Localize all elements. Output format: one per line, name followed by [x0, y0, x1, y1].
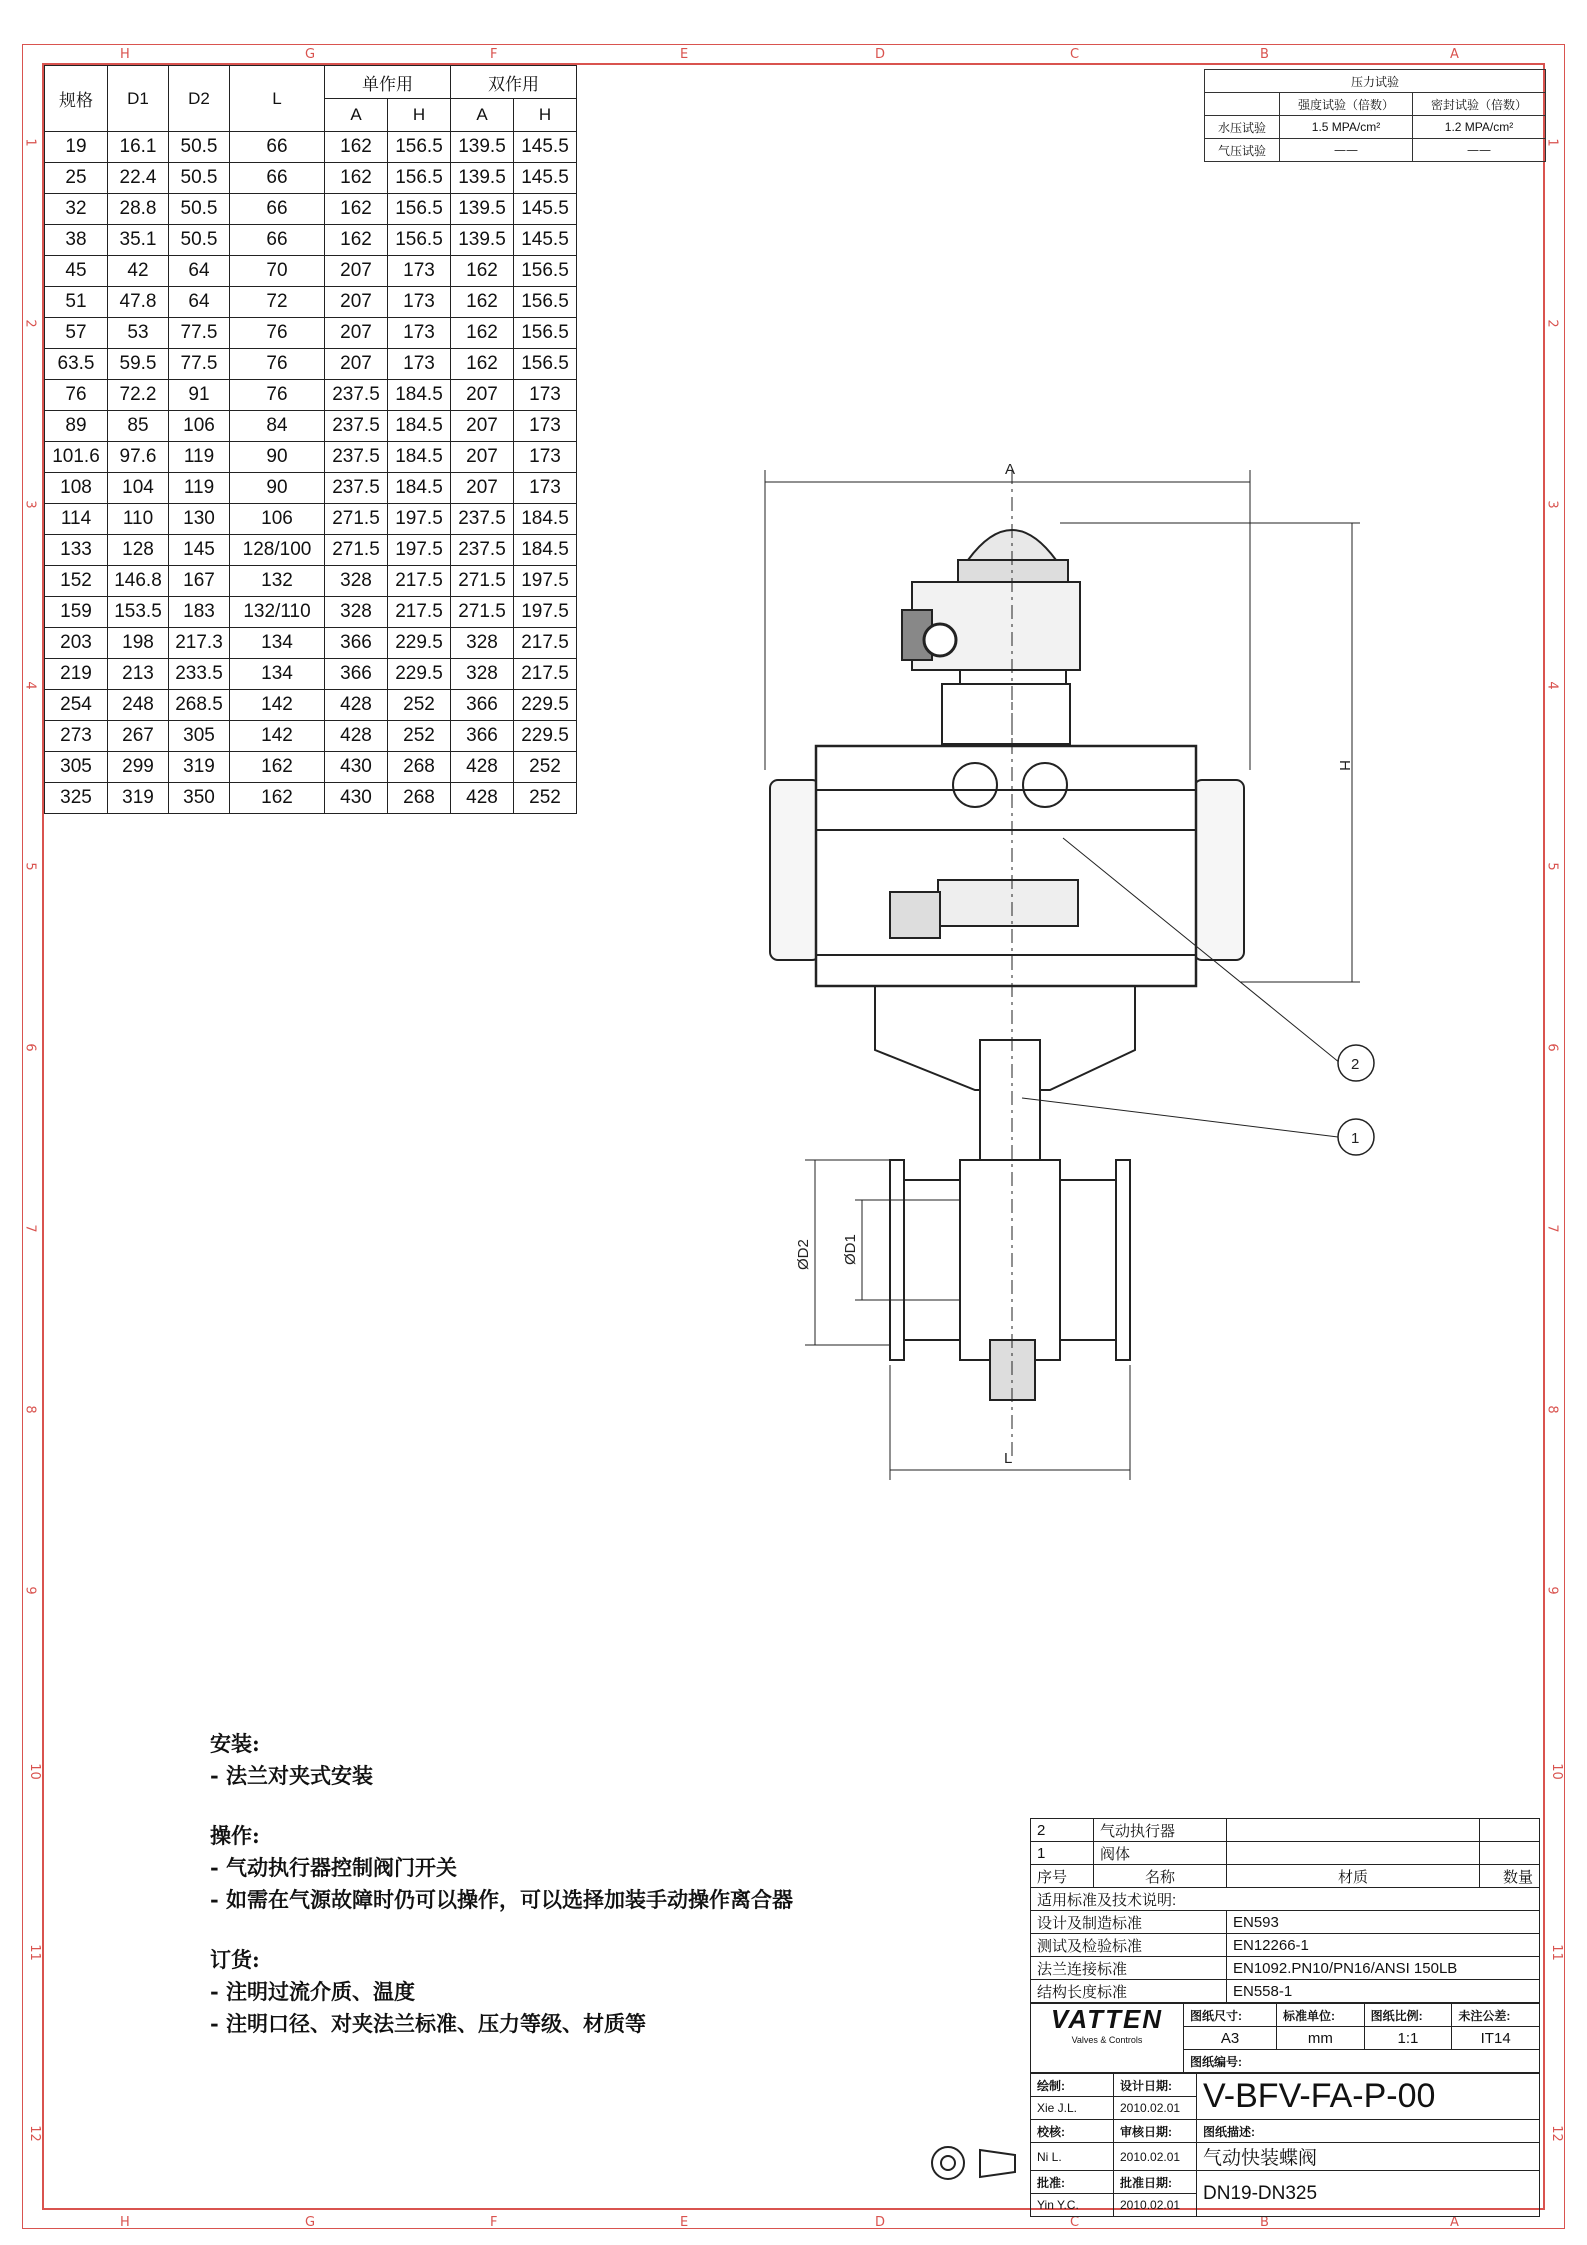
- unit-label: 标准单位:: [1277, 2004, 1365, 2027]
- pressure-title: 压力试验: [1205, 70, 1546, 93]
- table-cell: 19: [45, 132, 108, 163]
- hydro-seal-value: 1.2 MPA/cm²: [1413, 116, 1546, 139]
- zone-number: 1: [22, 138, 38, 147]
- part-name: 阀体: [1094, 1842, 1227, 1865]
- table-cell: 162: [325, 225, 388, 256]
- table-cell: 173: [514, 442, 577, 473]
- approve-label: 批准:: [1031, 2171, 1114, 2194]
- table-cell: 252: [388, 721, 451, 752]
- dim-label-h: H: [1336, 760, 1353, 771]
- table-cell: 50.5: [169, 225, 230, 256]
- table-cell: 237.5: [325, 442, 388, 473]
- table-cell: 66: [230, 225, 325, 256]
- col-double-a: A: [451, 99, 514, 132]
- table-cell: 252: [514, 752, 577, 783]
- table-cell: 237.5: [325, 411, 388, 442]
- drawing-description: 气动快装蝶阀: [1197, 2143, 1540, 2171]
- table-cell: 134: [230, 659, 325, 690]
- table-cell: 254: [45, 690, 108, 721]
- std-label: 设计及制造标准: [1031, 1911, 1227, 1934]
- table-cell: 252: [388, 690, 451, 721]
- table-cell: 50.5: [169, 163, 230, 194]
- standards-title: 适用标准及技术说明:: [1031, 1888, 1540, 1911]
- table-cell: 142: [230, 721, 325, 752]
- zone-number: 12: [26, 2125, 42, 2142]
- table-cell: 162: [325, 132, 388, 163]
- table-cell: 217.5: [388, 566, 451, 597]
- table-cell: 203: [45, 628, 108, 659]
- zone-letter: F: [490, 2215, 498, 2230]
- check-name: Ni L.: [1031, 2143, 1114, 2171]
- table-cell: 328: [451, 659, 514, 690]
- table-cell: 428: [451, 752, 514, 783]
- table-cell: 134: [230, 628, 325, 659]
- col-d2: D2: [169, 66, 230, 132]
- zone-letter: E: [680, 47, 689, 62]
- table-cell: 162: [451, 287, 514, 318]
- col-spec: 规格: [45, 66, 108, 132]
- design-date: 2010.02.01: [1114, 2097, 1197, 2120]
- col-d1: D1: [108, 66, 169, 132]
- table-cell: 184.5: [514, 535, 577, 566]
- table-cell: 237.5: [451, 504, 514, 535]
- table-cell: 132/110: [230, 597, 325, 628]
- table-cell: 366: [325, 659, 388, 690]
- table-cell: 268: [388, 752, 451, 783]
- table-cell: 328: [325, 597, 388, 628]
- order-note-1: - 注明过流介质、温度: [210, 1979, 416, 2004]
- table-cell: 366: [451, 721, 514, 752]
- table-cell: 366: [325, 628, 388, 659]
- order-title: 订货:: [210, 1947, 260, 1972]
- table-cell: 70: [230, 256, 325, 287]
- size-value: A3: [1184, 2027, 1277, 2050]
- zone-number: 4: [1544, 681, 1560, 690]
- table-cell: 319: [169, 752, 230, 783]
- table-cell: 16.1: [108, 132, 169, 163]
- table-cell: 128: [108, 535, 169, 566]
- table-cell: 66: [230, 163, 325, 194]
- zone-number: 7: [22, 1224, 38, 1233]
- std-label: 法兰连接标准: [1031, 1957, 1227, 1980]
- table-cell: 50.5: [169, 194, 230, 225]
- table-cell: 153.5: [108, 597, 169, 628]
- table-cell: 159: [45, 597, 108, 628]
- table-cell: 173: [388, 318, 451, 349]
- table-cell: 207: [325, 256, 388, 287]
- zone-letter: H: [120, 2215, 130, 2230]
- zone-letter: C: [1070, 2215, 1080, 2230]
- zone-letter: B: [1260, 47, 1269, 62]
- check-label: 校核:: [1031, 2120, 1114, 2143]
- table-cell: 428: [325, 690, 388, 721]
- table-cell: 325: [45, 783, 108, 814]
- table-cell: 106: [169, 411, 230, 442]
- table-cell: 38: [45, 225, 108, 256]
- table-cell: 237.5: [325, 473, 388, 504]
- table-cell: 156.5: [514, 349, 577, 380]
- zone-number: 5: [1544, 862, 1560, 871]
- std-value: EN593: [1227, 1911, 1540, 1934]
- install-note: - 法兰对夹式安装: [210, 1763, 374, 1788]
- table-cell: 268.5: [169, 690, 230, 721]
- table-cell: 428: [451, 783, 514, 814]
- zone-number: 10: [26, 1763, 42, 1780]
- table-cell: 104: [108, 473, 169, 504]
- table-cell: 197.5: [514, 597, 577, 628]
- table-cell: 76: [230, 318, 325, 349]
- table-cell: 219: [45, 659, 108, 690]
- table-cell: 156.5: [514, 318, 577, 349]
- table-cell: 366: [451, 690, 514, 721]
- std-value: EN558-1: [1227, 1980, 1540, 2003]
- zone-number: 5: [22, 862, 38, 871]
- unit-value: mm: [1277, 2027, 1365, 2050]
- col-single-acting: 单作用: [325, 66, 451, 99]
- zone-letter: C: [1070, 47, 1080, 62]
- vatten-logo: VATTEN: [1050, 2004, 1164, 2034]
- air-seal-value: ——: [1413, 139, 1546, 162]
- table-cell: 145.5: [514, 132, 577, 163]
- dim-label-d2: ØD2: [795, 1239, 812, 1270]
- table-cell: 233.5: [169, 659, 230, 690]
- table-cell: 156.5: [388, 163, 451, 194]
- install-title: 安装:: [210, 1731, 260, 1756]
- col-single-a: A: [325, 99, 388, 132]
- col-single-h: H: [388, 99, 451, 132]
- table-cell: 119: [169, 442, 230, 473]
- zone-number: 2: [1544, 319, 1560, 328]
- table-cell: 42: [108, 256, 169, 287]
- table-cell: 167: [169, 566, 230, 597]
- table-cell: 229.5: [514, 721, 577, 752]
- table-cell: 229.5: [514, 690, 577, 721]
- table-cell: 268: [388, 783, 451, 814]
- table-cell: 217.5: [388, 597, 451, 628]
- table-cell: 90: [230, 473, 325, 504]
- table-cell: 173: [388, 256, 451, 287]
- table-cell: 130: [169, 504, 230, 535]
- table-cell: 84: [230, 411, 325, 442]
- table-cell: 156.5: [514, 256, 577, 287]
- zone-number: 11: [26, 1944, 42, 1961]
- table-cell: 162: [451, 256, 514, 287]
- table-cell: 197.5: [514, 566, 577, 597]
- table-cell: 90: [230, 442, 325, 473]
- zone-number: 9: [22, 1586, 38, 1595]
- table-cell: 173: [514, 473, 577, 504]
- zone-number: 12: [1548, 2125, 1564, 2142]
- table-cell: 77.5: [169, 349, 230, 380]
- desc-label: 图纸描述:: [1197, 2120, 1540, 2143]
- hydro-strength-value: 1.5 MPA/cm²: [1280, 116, 1413, 139]
- size-range: DN19-DN325: [1197, 2171, 1540, 2217]
- table-cell: 271.5: [451, 597, 514, 628]
- table-cell: 305: [169, 721, 230, 752]
- zone-letter: A: [1450, 47, 1459, 62]
- table-cell: 76: [230, 380, 325, 411]
- table-cell: 217.5: [514, 628, 577, 659]
- table-cell: 32: [45, 194, 108, 225]
- table-cell: 207: [451, 442, 514, 473]
- table-cell: 248: [108, 690, 169, 721]
- table-cell: 22.4: [108, 163, 169, 194]
- zone-letter: E: [680, 2215, 689, 2230]
- table-cell: 76: [230, 349, 325, 380]
- table-cell: 77.5: [169, 318, 230, 349]
- drawing-no-label: 图纸编号:: [1184, 2050, 1540, 2073]
- table-cell: 229.5: [388, 628, 451, 659]
- dim-label-l: L: [1004, 1450, 1013, 1467]
- table-cell: 139.5: [451, 225, 514, 256]
- std-value: EN12266-1: [1227, 1934, 1540, 1957]
- table-cell: 156.5: [388, 194, 451, 225]
- table-cell: 97.6: [108, 442, 169, 473]
- zone-letter: D: [875, 47, 886, 62]
- table-cell: 428: [325, 721, 388, 752]
- table-cell: 139.5: [451, 163, 514, 194]
- table-cell: 152: [45, 566, 108, 597]
- zone-number: 9: [1544, 1586, 1560, 1595]
- table-cell: 237.5: [451, 535, 514, 566]
- approve-date: 2010.02.01: [1114, 2194, 1197, 2217]
- std-value: EN1092.PN10/PN16/ANSI 150LB: [1227, 1957, 1540, 1980]
- table-cell: 133: [45, 535, 108, 566]
- review-date: 2010.02.01: [1114, 2143, 1197, 2171]
- table-cell: 184.5: [514, 504, 577, 535]
- design-date-label: 设计日期:: [1114, 2074, 1197, 2097]
- table-cell: 66: [230, 132, 325, 163]
- table-cell: 110: [108, 504, 169, 535]
- zone-letter: F: [490, 47, 498, 62]
- table-cell: 45: [45, 256, 108, 287]
- table-cell: 25: [45, 163, 108, 194]
- table-cell: 145.5: [514, 163, 577, 194]
- dim-label-a: A: [1005, 461, 1016, 478]
- zone-number: 4: [22, 681, 38, 690]
- table-cell: 156.5: [388, 225, 451, 256]
- table-cell: 101.6: [45, 442, 108, 473]
- hydro-test-label: 水压试验: [1205, 116, 1280, 139]
- hdr-name: 名称: [1094, 1865, 1227, 1888]
- table-cell: 207: [325, 318, 388, 349]
- table-cell: 271.5: [325, 504, 388, 535]
- table-cell: 184.5: [388, 473, 451, 504]
- zone-letter: B: [1260, 2215, 1269, 2230]
- table-cell: 328: [451, 628, 514, 659]
- callout-1: 1: [1351, 1130, 1360, 1147]
- table-cell: 430: [325, 783, 388, 814]
- zone-number: 8: [22, 1405, 38, 1414]
- table-cell: 51: [45, 287, 108, 318]
- table-cell: 350: [169, 783, 230, 814]
- zone-letter: H: [120, 47, 130, 62]
- table-cell: 299: [108, 752, 169, 783]
- table-cell: 173: [388, 349, 451, 380]
- table-cell: 139.5: [451, 194, 514, 225]
- callout-2: 2: [1351, 1056, 1360, 1073]
- table-cell: 146.8: [108, 566, 169, 597]
- draw-name: Xie J.L.: [1031, 2097, 1114, 2120]
- table-cell: 319: [108, 783, 169, 814]
- table-cell: 108: [45, 473, 108, 504]
- zone-number: 6: [22, 1043, 38, 1052]
- table-cell: 145.5: [514, 194, 577, 225]
- table-cell: 183: [169, 597, 230, 628]
- table-cell: 119: [169, 473, 230, 504]
- table-cell: 305: [45, 752, 108, 783]
- table-cell: 271.5: [451, 566, 514, 597]
- table-cell: 184.5: [388, 380, 451, 411]
- table-cell: 207: [451, 380, 514, 411]
- air-test-label: 气压试验: [1205, 139, 1280, 162]
- zone-number: 7: [1544, 1224, 1560, 1233]
- scale-label: 图纸比例:: [1364, 2004, 1452, 2027]
- zone-number: 10: [1548, 1763, 1564, 1780]
- table-cell: 91: [169, 380, 230, 411]
- order-note-2: - 注明口径、对夹法兰标准、压力等级、材质等: [210, 2011, 647, 2036]
- table-cell: 59.5: [108, 349, 169, 380]
- table-cell: 53: [108, 318, 169, 349]
- table-cell: 89: [45, 411, 108, 442]
- table-cell: 64: [169, 287, 230, 318]
- table-cell: 47.8: [108, 287, 169, 318]
- size-label: 图纸尺寸:: [1184, 2004, 1277, 2027]
- table-cell: 173: [514, 380, 577, 411]
- operate-note-2: - 如需在气源故障时仍可以操作，可以选择加装手动操作离合器: [210, 1887, 794, 1912]
- table-cell: 267: [108, 721, 169, 752]
- table-cell: 197.5: [388, 504, 451, 535]
- table-cell: 132: [230, 566, 325, 597]
- table-cell: 139.5: [451, 132, 514, 163]
- approve-date-label: 批准日期:: [1114, 2171, 1197, 2194]
- tolerance-label: 未注公差:: [1452, 2004, 1540, 2027]
- std-label: 结构长度标准: [1031, 1980, 1227, 2003]
- draw-label: 绘制:: [1031, 2074, 1114, 2097]
- table-cell: 162: [230, 783, 325, 814]
- air-strength-value: ——: [1280, 139, 1413, 162]
- table-cell: 162: [230, 752, 325, 783]
- table-cell: 207: [325, 287, 388, 318]
- table-cell: 156.5: [388, 132, 451, 163]
- table-cell: 430: [325, 752, 388, 783]
- table-cell: 72.2: [108, 380, 169, 411]
- operate-note-1: - 气动执行器控制阀门开关: [210, 1855, 458, 1880]
- tolerance-value: IT14: [1452, 2027, 1540, 2050]
- table-cell: 128/100: [230, 535, 325, 566]
- hdr-material: 材质: [1227, 1865, 1480, 1888]
- hdr-no: 序号: [1031, 1865, 1094, 1888]
- review-date-label: 审核日期:: [1114, 2120, 1197, 2143]
- strength-test-header: 强度试验（倍数）: [1280, 93, 1413, 116]
- table-cell: 72: [230, 287, 325, 318]
- part-no: 1: [1031, 1842, 1094, 1865]
- hdr-qty: 数量: [1480, 1865, 1540, 1888]
- table-cell: 173: [514, 411, 577, 442]
- table-cell: 162: [325, 163, 388, 194]
- table-cell: 145.5: [514, 225, 577, 256]
- table-cell: 114: [45, 504, 108, 535]
- drawing-number: V-BFV-FA-P-00: [1197, 2074, 1540, 2120]
- table-cell: 57: [45, 318, 108, 349]
- table-cell: 198: [108, 628, 169, 659]
- table-cell: 207: [451, 411, 514, 442]
- scale-value: 1:1: [1364, 2027, 1452, 2050]
- table-cell: 213: [108, 659, 169, 690]
- notes-block: [210, 1728, 850, 2040]
- table-cell: 237.5: [325, 380, 388, 411]
- table-cell: 173: [388, 287, 451, 318]
- table-cell: 106: [230, 504, 325, 535]
- table-cell: 328: [325, 566, 388, 597]
- table-cell: 207: [325, 349, 388, 380]
- col-l: L: [230, 66, 325, 132]
- dim-label-d1: ØD1: [842, 1234, 859, 1265]
- table-cell: 76: [45, 380, 108, 411]
- zone-number: 3: [22, 500, 38, 509]
- table-cell: 142: [230, 690, 325, 721]
- table-cell: 197.5: [388, 535, 451, 566]
- table-cell: 184.5: [388, 442, 451, 473]
- col-double-h: H: [514, 99, 577, 132]
- table-cell: 50.5: [169, 132, 230, 163]
- zone-number: 3: [1544, 500, 1560, 509]
- table-cell: 252: [514, 783, 577, 814]
- table-cell: 35.1: [108, 225, 169, 256]
- table-cell: 162: [451, 349, 514, 380]
- table-cell: 184.5: [388, 411, 451, 442]
- table-cell: 162: [325, 194, 388, 225]
- table-cell: 207: [451, 473, 514, 504]
- approve-name: Yin Y.C.: [1031, 2194, 1114, 2217]
- table-cell: 156.5: [514, 287, 577, 318]
- table-cell: 162: [451, 318, 514, 349]
- part-no: 2: [1031, 1819, 1094, 1842]
- std-label: 测试及检验标准: [1031, 1934, 1227, 1957]
- zone-number: 8: [1544, 1405, 1560, 1414]
- table-cell: 28.8: [108, 194, 169, 225]
- logo-subtitle: Valves & Controls: [1071, 2035, 1143, 2045]
- title-block: [1030, 1818, 1540, 2217]
- zone-letter: G: [305, 47, 316, 62]
- table-cell: 145: [169, 535, 230, 566]
- zone-letter: D: [875, 2215, 886, 2230]
- col-double-acting: 双作用: [451, 66, 577, 99]
- zone-number: 6: [1544, 1043, 1560, 1052]
- operate-title: 操作:: [210, 1823, 260, 1848]
- zone-letter: G: [305, 2215, 316, 2230]
- part-name: 气动执行器: [1094, 1819, 1227, 1842]
- zone-number: 1: [1544, 138, 1560, 147]
- zone-number: 11: [1548, 1944, 1564, 1961]
- table-cell: 217.3: [169, 628, 230, 659]
- table-cell: 229.5: [388, 659, 451, 690]
- seal-test-header: 密封试验（倍数）: [1413, 93, 1546, 116]
- zone-number: 2: [22, 319, 38, 328]
- table-cell: 66: [230, 194, 325, 225]
- table-cell: 217.5: [514, 659, 577, 690]
- table-cell: 273: [45, 721, 108, 752]
- table-cell: 85: [108, 411, 169, 442]
- table-cell: 271.5: [325, 535, 388, 566]
- zone-letter: A: [1450, 2215, 1459, 2230]
- table-cell: 63.5: [45, 349, 108, 380]
- table-cell: 64: [169, 256, 230, 287]
